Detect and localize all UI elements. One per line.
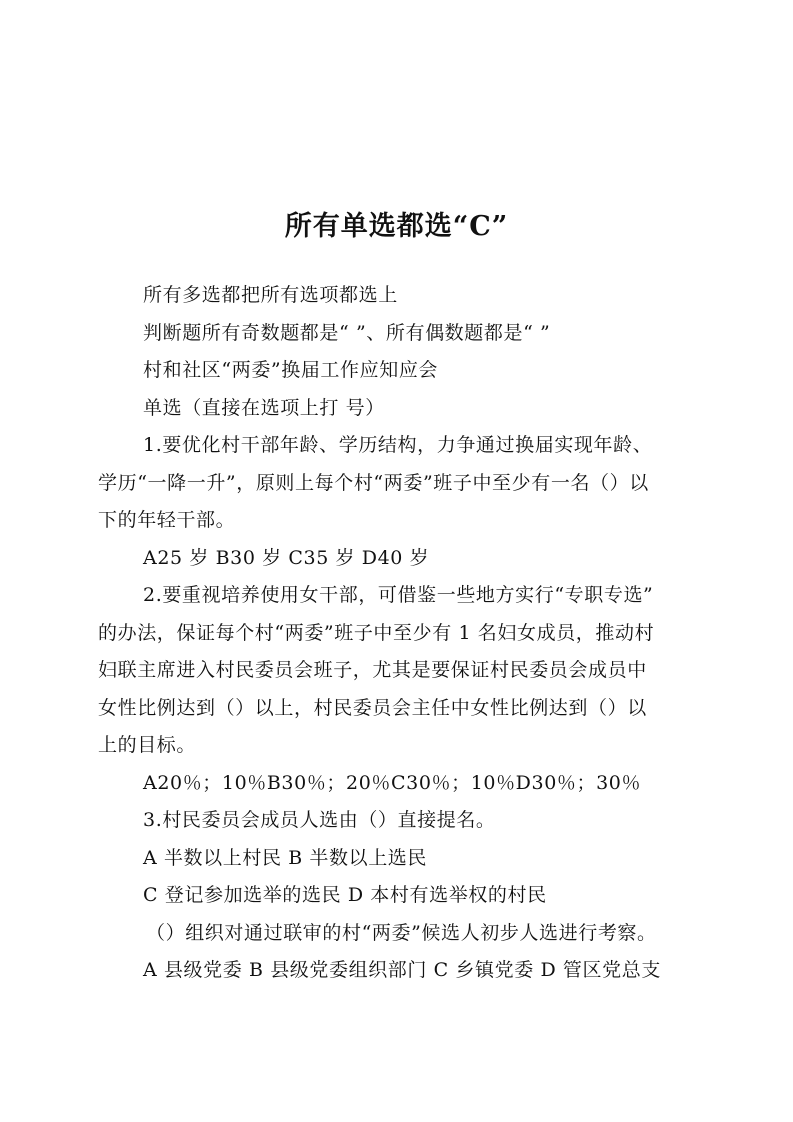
question-1-line-3: 下的年轻干部。 [98, 509, 236, 531]
question-1-options: A25 岁 B30 岁 C35 岁 D40 岁 [143, 546, 430, 569]
question-2-line-5: 上的目标。 [98, 734, 197, 756]
question-4-options: A 县级党委 B 县级党委组织部门 C 乡镇党委 D 管区党总支 [143, 959, 661, 981]
question-3-options-1: A 半数以上村民 B 半数以上选民 [143, 846, 428, 869]
text-line-3: 村和社区“两委”换届工作应知应会 [143, 359, 439, 381]
question-3-options-2: C 登记参加选举的选民 D 本村有选举权的村民 [143, 884, 547, 906]
question-1-line-2: 学历“一降一升”，原则上每个村“两委”班子中至少有一名（）以 [98, 471, 649, 494]
document-body [98, 277, 696, 990]
question-2-line-2: 的办法，保证每个村“两委”班子中至少有 1 名妇女成员，推动村 [98, 621, 655, 644]
question-2-line-1: 2.要重视培养使用女干部，可借鉴一些地方实行“专职专选” [143, 584, 654, 606]
document-title: 所有单选都选“C” [284, 211, 509, 242]
question-3-text: 3.村民委员会成员人选由（）直接提名。 [143, 809, 496, 831]
question-2-line-3: 妇联主席进入村民委员会班子，尤其是要保证村民委员会成员中 [98, 659, 647, 681]
text-line-1: 所有多选都把所有选项都选上 [143, 284, 398, 306]
question-2-options: A20％；10％B30％；20％C30％；10％D30％；30％ [143, 771, 642, 794]
question-1-line-1: 1.要优化村干部年龄、学历结构，力争通过换届实现年龄、 [143, 434, 653, 456]
question-4-text: （）组织对通过联审的村“两委”候选人初步人选进行考察。 [146, 921, 657, 944]
question-2-line-4: 女性比例达到（）以上，村民委员会主任中女性比例达到（）以 [98, 696, 647, 719]
text-line-2: 判断题所有奇数题都是“ ”、所有偶数题都是“ ” [143, 321, 551, 344]
text-line-4: 单选（直接在选项上打 号） [143, 396, 385, 419]
